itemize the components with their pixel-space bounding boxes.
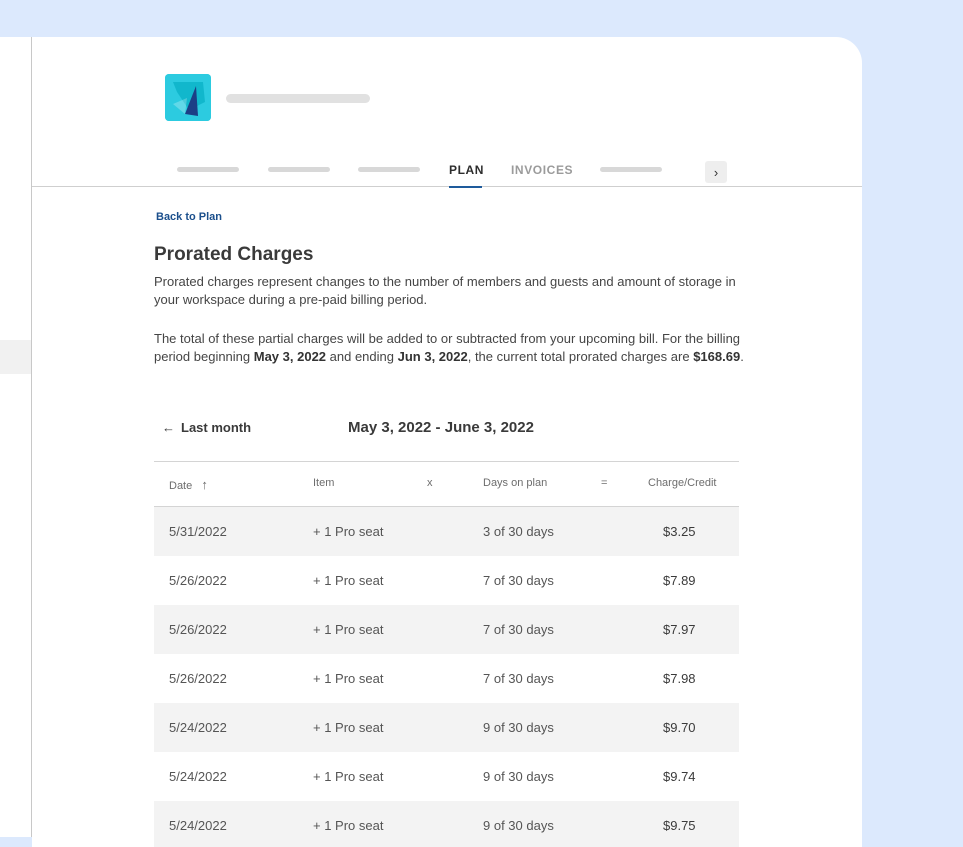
tab-plan[interactable]: PLAN: [449, 163, 485, 177]
row-item: + 1 Pro seat: [313, 720, 384, 735]
row-item: + 1 Pro seat: [313, 573, 384, 588]
row-date: 5/31/2022: [169, 524, 227, 539]
period-end: Jun 3, 2022: [397, 349, 468, 364]
header-item: Item: [313, 477, 335, 489]
row-charge: $9.74: [663, 769, 696, 784]
prorated-charges-table: [154, 461, 739, 847]
row-days: 7 of 30 days: [483, 671, 554, 686]
tab-placeholder-4[interactable]: [600, 167, 662, 172]
row-days: 7 of 30 days: [483, 573, 554, 588]
workspace-logo-icon: [165, 74, 211, 121]
row-date: 5/26/2022: [169, 622, 227, 637]
table-row: [154, 605, 739, 654]
row-charge: $3.25: [663, 524, 696, 539]
row-charge: $9.70: [663, 720, 696, 735]
main-card: [32, 37, 862, 847]
table-row: [154, 556, 739, 605]
tabs-next-button[interactable]: [705, 161, 727, 183]
table-row: [154, 654, 739, 703]
intro-text: Prorated charges represent changes to the number of members and guests and amount of storage in your workspace during a pre-paid billing period.: [154, 274, 736, 307]
period-navigation: [154, 417, 739, 441]
sidebar-strip: [0, 37, 32, 837]
sidebar-active-row[interactable]: [0, 340, 31, 374]
back-to-plan-link[interactable]: Back to Plan: [156, 211, 223, 223]
sort-by-date-header[interactable]: Date ↑: [169, 477, 208, 492]
period-range: May 3, 2022 - June 3, 2022: [348, 419, 534, 436]
row-date: 5/24/2022: [169, 720, 227, 735]
row-days: 7 of 30 days: [483, 622, 554, 637]
row-date: 5/26/2022: [169, 573, 227, 588]
tab-placeholder-2[interactable]: [268, 167, 330, 172]
header-equals: =: [601, 477, 608, 489]
row-days: 9 of 30 days: [483, 720, 554, 735]
row-days: 9 of 30 days: [483, 769, 554, 784]
table-row: [154, 752, 739, 801]
row-item: + 1 Pro seat: [313, 622, 384, 637]
tab-invoices[interactable]: INVOICES: [511, 163, 574, 177]
row-charge: $7.97: [663, 622, 696, 637]
row-days: 9 of 30 days: [483, 818, 554, 833]
workspace-name-placeholder: [226, 94, 370, 103]
table-row: [154, 507, 739, 556]
row-charge: $9.75: [663, 818, 696, 833]
period-start: May 3, 2022: [253, 349, 327, 364]
header-charge: Charge/Credit: [648, 477, 717, 489]
arrow-up-icon: ↑: [201, 477, 208, 492]
row-date: 5/26/2022: [169, 671, 227, 686]
tab-placeholder-1[interactable]: [177, 167, 239, 172]
tab-placeholder-3[interactable]: [358, 167, 420, 172]
page-title: Prorated Charges: [154, 244, 314, 265]
row-item: + 1 Pro seat: [313, 671, 384, 686]
arrow-left-icon: ←: [162, 420, 175, 435]
row-item: + 1 Pro seat: [313, 524, 384, 539]
summary-text: The total of these partial charges will be added to or subtracted from your upcoming bill. For the billing period beginning May 3, 2022 and ending Jun 3, 2022, the current total prorated charges are $168.69.: [154, 331, 744, 364]
row-charge: $7.89: [663, 573, 696, 588]
header-days: Days on plan: [483, 477, 548, 489]
table-row: [154, 801, 739, 847]
table-row: [154, 703, 739, 752]
row-days: 3 of 30 days: [483, 524, 554, 539]
header-multiply: x: [427, 477, 433, 489]
row-item: + 1 Pro seat: [313, 769, 384, 784]
row-charge: $7.98: [663, 671, 696, 686]
prorated-total: $168.69: [693, 349, 741, 364]
row-date: 5/24/2022: [169, 769, 227, 784]
row-date: 5/24/2022: [169, 818, 227, 833]
last-month-button[interactable]: [162, 420, 251, 435]
tab-plan-underline: [449, 186, 482, 188]
chevron-right-icon: ›: [713, 164, 719, 180]
row-item: + 1 Pro seat: [313, 818, 384, 833]
last-month-label: Last month: [181, 420, 252, 435]
tab-bar: [32, 147, 862, 187]
table-header: [154, 462, 739, 507]
